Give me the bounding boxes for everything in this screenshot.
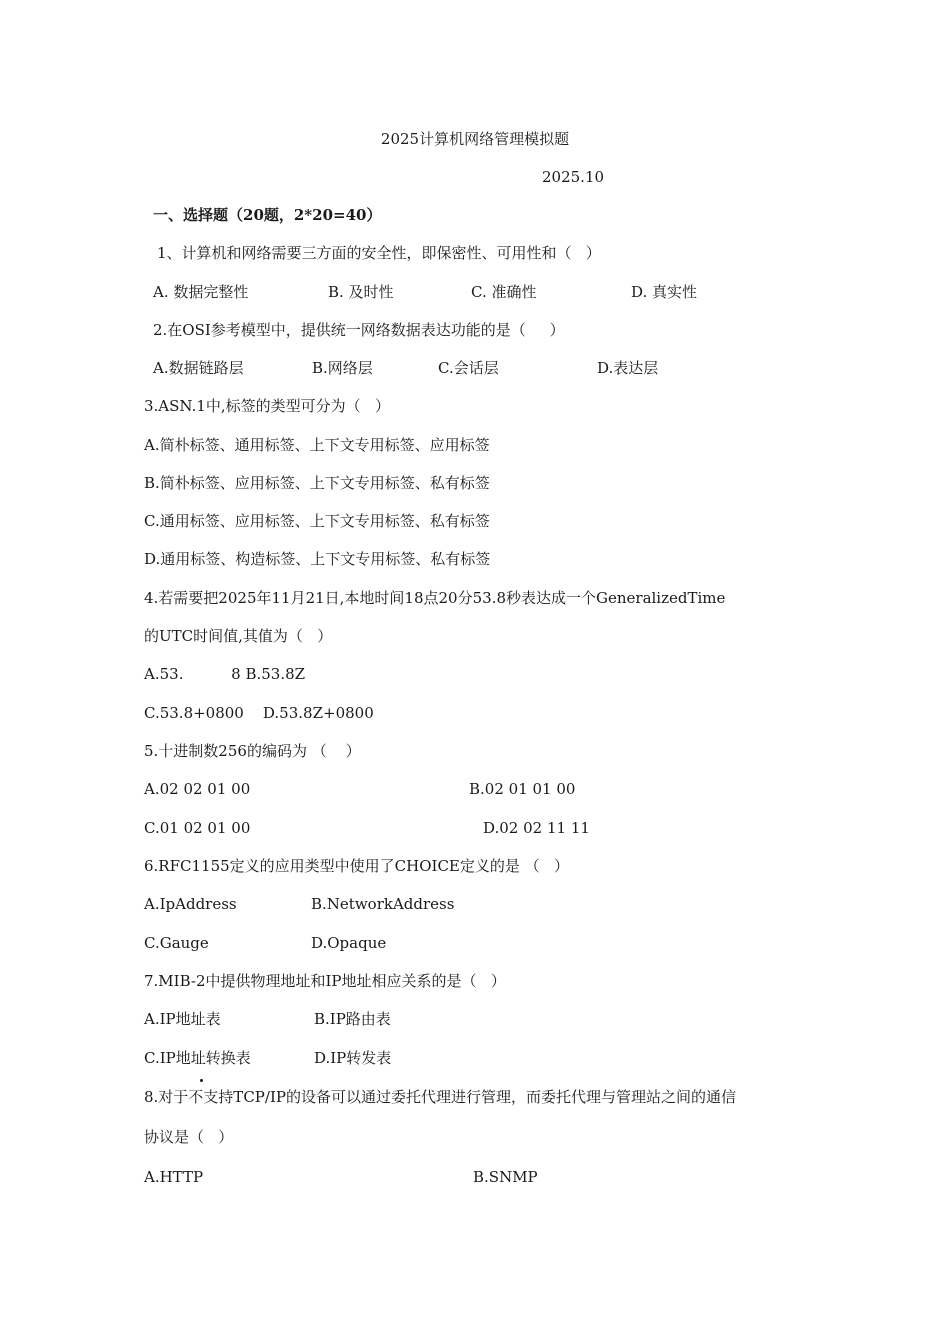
doc-title: 2025计算机网络管理模拟题 — [380, 130, 570, 148]
q6-option-a: A.IpAddress — [144, 895, 237, 913]
q2-option-b: B.网络层 — [312, 359, 373, 377]
q6-option-c: C.Gauge — [144, 934, 209, 952]
q8-stem-line1: 8.对于不支持TCP/IP的设备可以通过委托代理进行管理，而委托代理与管理站之间的通信 — [144, 1088, 736, 1106]
q8-option-b: B.SNMP — [473, 1168, 538, 1186]
q3-option-d: D.通用标签、构造标签、上下文专用标签、私有标签 — [144, 550, 491, 568]
q7-option-d: D.IP转发表 — [314, 1049, 392, 1067]
q5-stem: 5.十进制数256的编码为 （ ） — [144, 742, 361, 760]
q6-stem: 6.RFC1155定义的应用类型中使用了CHOICE定义的是 （ ） — [144, 857, 569, 875]
q4-stem-line2: 的UTC时间值,其值为（ ） — [144, 627, 333, 645]
q4-options-ab: A.53. 8 B.53.8Z — [144, 665, 306, 683]
emphasis-dot — [200, 1079, 203, 1082]
q5-option-b: B.02 01 01 00 — [469, 780, 576, 798]
q6-option-b: B.NetworkAddress — [311, 895, 455, 913]
q1-option-a: A. 数据完整性 — [153, 283, 249, 301]
q7-stem: 7.MIB-2中提供物理地址和IP地址相应关系的是（ ） — [144, 972, 506, 990]
q4-options-cd: C.53.8+0800 D.53.8Z+0800 — [144, 704, 374, 722]
q3-option-b: B.简朴标签、应用标签、上下文专用标签、私有标签 — [144, 474, 490, 492]
q2-option-a: A.数据链路层 — [153, 359, 244, 377]
q7-option-b: B.IP路由表 — [314, 1010, 391, 1028]
q5-option-a: A.02 02 01 00 — [144, 780, 251, 798]
q2-option-d: D.表达层 — [597, 359, 659, 377]
q1-option-c: C. 准确性 — [471, 283, 537, 301]
q7-option-c: C.IP地址转换表 — [144, 1049, 251, 1067]
q5-option-c: C.01 02 01 00 — [144, 819, 251, 837]
q3-option-c: C.通用标签、应用标签、上下文专用标签、私有标签 — [144, 512, 490, 530]
q8-stem-line2: 协议是（ ） — [144, 1128, 234, 1146]
q1-option-b: B. 及时性 — [328, 283, 394, 301]
q8-option-a: A.HTTP — [144, 1168, 204, 1186]
q2-stem: 2.在OSI参考模型中，提供统一网络数据表达功能的是（ ） — [153, 321, 565, 339]
q7-option-a: A.IP地址表 — [144, 1010, 221, 1028]
q1-stem: 1、计算机和网络需要三方面的安全性，即保密性、可用性和（ ） — [157, 244, 601, 262]
q3-option-a: A.简朴标签、通用标签、上下文专用标签、应用标签 — [144, 436, 490, 454]
doc-date: 2025.10 — [542, 168, 605, 186]
section-heading: 一、选择题（20题，2*20=40） — [153, 206, 382, 224]
q5-option-d: D.02 02 11 11 — [483, 819, 590, 837]
q4-stem-line1: 4.若需要把2025年11月21日,本地时间18点20分53.8秒表达成一个GeneralizedTime — [144, 589, 726, 607]
q2-option-c: C.会话层 — [438, 359, 499, 377]
q3-stem: 3.ASN.1中,标签的类型可分为（ ） — [144, 397, 390, 415]
q6-option-d: D.Opaque — [311, 934, 387, 952]
q1-option-d: D. 真实性 — [631, 283, 698, 301]
